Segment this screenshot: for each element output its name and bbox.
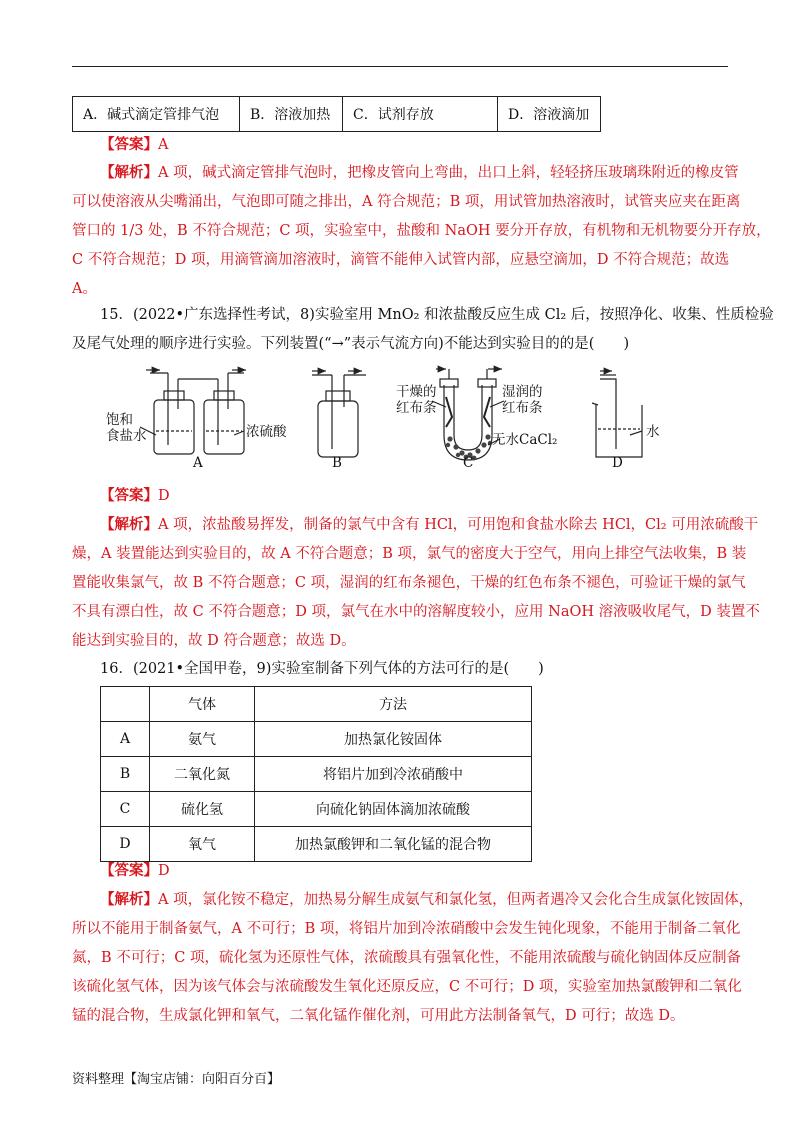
label-line: 干燥的 bbox=[396, 384, 437, 400]
table-cell: B bbox=[101, 757, 150, 792]
q15-analysis-line-3: 置能收集氯气，故 B 不符合题意；C 项，湿润的红布条褪色，干燥的红色布条不褪色，可验证干燥的氯气 bbox=[72, 575, 746, 591]
q15-stem-line-1: 15．(2022•广东选择性考试，8)实验室用 MnO₂ 和浓盐酸反应生成 Cl₂ 后，按照净化、收集、性质检验 bbox=[100, 307, 774, 323]
table-row bbox=[101, 757, 532, 792]
u-tube bbox=[440, 369, 496, 460]
analysis-text: A 项，浓盐酸易挥发，制备的氯气中含有 HCl，可用饱和食盐水除去 HCl，Cl₂ 可用浓硫酸干 bbox=[158, 517, 759, 533]
q16-analysis-line-1 bbox=[100, 891, 760, 909]
q16-answer bbox=[100, 862, 760, 880]
wash-bottle-saline bbox=[150, 373, 210, 454]
table-header-cell: 方法 bbox=[255, 687, 532, 722]
q14-option-b: B．溶液加热 bbox=[240, 97, 343, 132]
q14-option-d: D．溶液滴加 bbox=[498, 97, 601, 132]
q14-options-table bbox=[72, 96, 601, 132]
label-saturated-saline bbox=[106, 412, 147, 444]
q14-analysis-line-4: C 不符合规范；D 项，用滴管滴加溶液时，滴管不能伸入试管内部，应悬空滴加，D 不符合规范；故选 bbox=[72, 252, 730, 268]
label-line: 饱和 bbox=[106, 412, 133, 428]
footer-source: 资料整理【淘宝店铺：向阳百分百】 bbox=[72, 1072, 281, 1087]
table-cell: C bbox=[101, 792, 150, 827]
q14-option-a: A．碱式滴定管排气泡 bbox=[73, 97, 240, 132]
table-row bbox=[101, 722, 532, 757]
table-cell: 加热氯酸钾和二氧化锰的混合物 bbox=[255, 827, 532, 862]
table-cell: 氨气 bbox=[150, 722, 255, 757]
wash-bottle-sulfuric bbox=[204, 373, 244, 454]
q15-analysis-line-2: 燥，A 装置能达到实验目的，故 A 不符合题意；B 项，氯气的密度大于空气，用向上排空气法收集，B 装 bbox=[72, 546, 747, 562]
table-cell: 氧气 bbox=[150, 827, 255, 862]
q14-analysis-line-1 bbox=[100, 164, 760, 182]
q15-answer bbox=[100, 487, 760, 505]
label-line: 红布条 bbox=[396, 400, 437, 416]
answer-value: D bbox=[158, 488, 170, 504]
table-cell: 二氧化氮 bbox=[150, 757, 255, 792]
q15-stem-line-2: 及尾气处理的顺序进行实验。下列装置(“→”表示气流方向)不能达到实验目的的是( ) bbox=[72, 336, 630, 352]
q14-analysis-line-5: A。 bbox=[72, 281, 97, 297]
caption-b: B bbox=[332, 455, 342, 471]
q16-analysis-line-5: 锰的混合物，生成氯化钾和氧气，二氧化锰作催化剂，可用此方法制备氧气，D 可行；故选 D。 bbox=[72, 1008, 685, 1024]
q16-analysis-line-2: 所以不能用于制备氨气，A 不可行；B 项，将铝片加到冷浓硝酸中会发生钝化现象，不能用于制备二氧化 bbox=[72, 921, 741, 937]
caption-c: C bbox=[463, 455, 474, 471]
q14-analysis-line-2: 可以使溶液从尖嘴涌出，气泡即可随之排出，A 符合规范；B 项，用试管加热溶液时，试管夹应夹在距离 bbox=[72, 194, 741, 210]
label-line: 红布条 bbox=[502, 400, 543, 416]
q15-analysis-line-4: 不具有漂白性，故 C 不符合题意；D 项，氯气在水中的溶解度较小，应用 NaOH 溶液吸收尾气，D 装置不 bbox=[72, 604, 760, 620]
beaker bbox=[592, 375, 642, 457]
label-line: 食盐水 bbox=[106, 428, 147, 444]
header-rule bbox=[72, 66, 728, 67]
label-wet-cloth bbox=[502, 384, 543, 416]
analysis-text: A 项，碱式滴定管排气泡时，把橡皮管向上弯曲，出口上斜，轻轻挤压玻璃珠附近的橡皮管 bbox=[158, 165, 739, 181]
label-conc-sulfuric: 浓硫酸 bbox=[246, 424, 287, 440]
answer-tag: 【答案】 bbox=[100, 487, 158, 504]
label-dry-cloth bbox=[396, 384, 437, 416]
table-row bbox=[101, 792, 532, 827]
table-row bbox=[101, 827, 532, 862]
q14-analysis-line-3: 管口的 1/3 处，B 不符合规范；C 项，实验室中，盐酸和 NaOH 要分开存放，有机物和无机物要分开存放， bbox=[72, 223, 771, 239]
caption-d: D bbox=[612, 455, 623, 471]
answer-value: D bbox=[158, 863, 170, 879]
analysis-tag: 【解析】 bbox=[100, 516, 158, 533]
table-cell: 将铝片加到冷浓硝酸中 bbox=[255, 757, 532, 792]
table-header-cell: 气体 bbox=[150, 687, 255, 722]
caption-a: A bbox=[193, 455, 203, 471]
table-header-cell bbox=[101, 687, 150, 722]
q15-analysis-line-1 bbox=[100, 516, 760, 534]
q14-answer bbox=[100, 136, 760, 154]
table-cell: 加热氯化铵固体 bbox=[255, 722, 532, 757]
table-cell: 硫化氢 bbox=[150, 792, 255, 827]
analysis-tag: 【解析】 bbox=[100, 891, 158, 908]
q16-table bbox=[100, 686, 532, 862]
q15-analysis-line-5: 能达到实验目的，故 D 符合题意；故选 D。 bbox=[72, 633, 356, 649]
answer-tag: 【答案】 bbox=[100, 136, 158, 153]
table-cell: D bbox=[101, 827, 150, 862]
label-line: 湿润的 bbox=[502, 384, 543, 400]
label-water: 水 bbox=[646, 424, 660, 440]
q16-stem: 16．(2021•全国甲卷，9)实验室制备下列气体的方法可行的是( ) bbox=[100, 661, 544, 677]
analysis-text: A 项，氯化铵不稳定，加热易分解生成氨气和氯化氢，但两者遇冷又会化合生成氯化铵固体， bbox=[158, 892, 754, 908]
collection-bottle bbox=[312, 375, 366, 457]
table-cell: A bbox=[101, 722, 150, 757]
q14-option-c: C．试剂存放 bbox=[343, 97, 498, 132]
table-cell: 向硫化钠固体滴加浓硫酸 bbox=[255, 792, 532, 827]
q16-analysis-line-4: 该硫化氢气体，因为该气体会与浓硫酸发生氧化还原反应，C 不可行；D 项，实验室加热氯酸钾和二氧化 bbox=[72, 979, 742, 995]
answer-tag: 【答案】 bbox=[100, 862, 158, 879]
label-cacl2: 无水CaCl₂ bbox=[492, 432, 558, 448]
answer-value: A bbox=[158, 137, 169, 153]
q16-analysis-line-3: 氮，B 不可行；C 项，硫化氢为还原性气体，浓硫酸具有强氧化性，不能用浓硫酸与硫化钠固体反应制备 bbox=[72, 950, 741, 966]
table-header-row bbox=[101, 687, 532, 722]
analysis-tag: 【解析】 bbox=[100, 164, 158, 181]
